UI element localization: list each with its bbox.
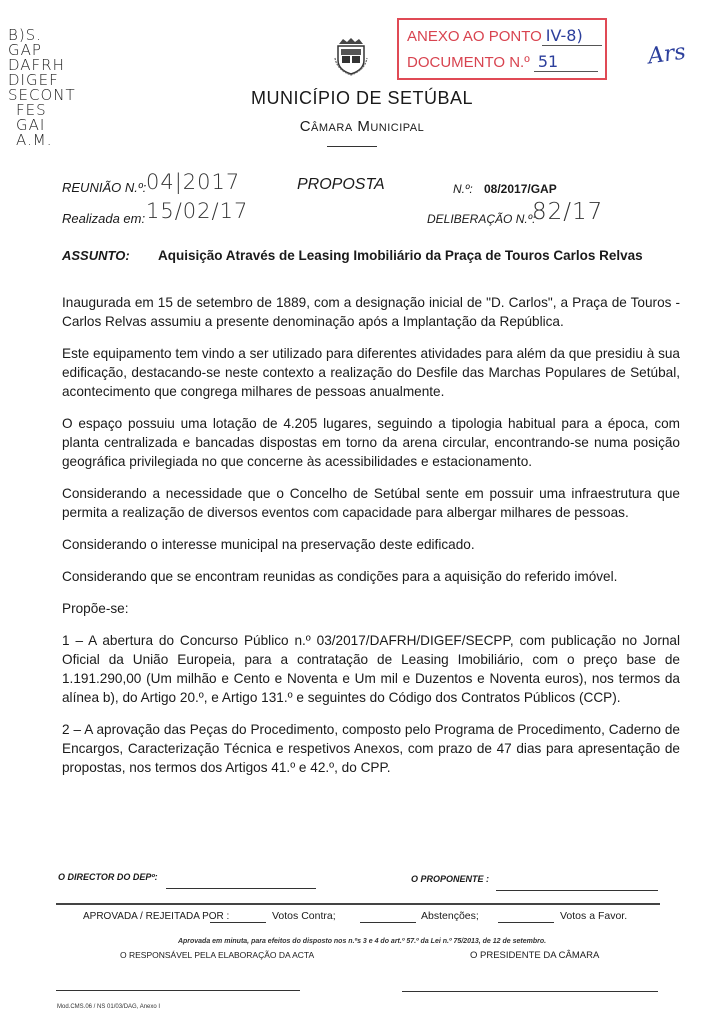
margin-note: GAP [8, 41, 42, 59]
coat-of-arms-icon [333, 36, 369, 76]
header-divider [327, 146, 377, 147]
handwritten-initials: Ars [646, 39, 688, 70]
held-on-label: Realizada em: [62, 211, 146, 226]
held-on-value: 15/02/17 [146, 199, 249, 223]
chamber-subtitle: Câmara Municipal [299, 118, 425, 135]
minute-approval-note: Aprovada em minuta, para efeitos do disposto nos n.ºs 3 e 4 do art.º 57.º da Lei n.º 75/2013, de 12 de setembro. [177, 938, 547, 945]
footer-divider [56, 903, 660, 905]
body-paragraph: Este equipamento tem vindo a ser utilizado para diferentes atividades para além da que presidiu à sua edificação, destacando-se neste contexto a realização do Desfile das Marchas Populares de Setúbal, acontecimento que congrega milhares de pessoas anualmente. [62, 346, 680, 399]
body-paragraph: Considerando a necessidade que o Concelho de Setúbal sente em possuir uma infraestrutura que permita a realização de diversos eventos com capacidade para albergar milhares de pessoas. [62, 486, 680, 520]
body-paragraph: O espaço possuiu uma lotação de 4.205 lugares, seguindo a tipologia habitual para a época, com planta centralizada e bancadas dispostas em torno da arena circular, encontrando-se numa posição geográfica privilegiada no que concerne às acessibilidades e estacionamento. [62, 416, 680, 469]
abstentions-field[interactable] [360, 922, 416, 923]
body-paragraph: Propõe-se: [62, 601, 129, 616]
margin-note: DIGEF [8, 71, 59, 89]
body-paragraph: Considerando o interesse municipal na preservação deste edificado. [62, 537, 475, 552]
director-signature-line[interactable] [166, 888, 316, 889]
president-signature-line[interactable] [402, 991, 658, 992]
responsible-signature-line[interactable] [56, 990, 300, 991]
municipality-title: MUNICÍPIO DE SETÚBAL [250, 88, 474, 108]
deliberation-number-value: 82/17 [532, 199, 604, 225]
model-reference: Mod.CMS.06 / NS 01/03/DAG, Anexo I [57, 1004, 161, 1010]
margin-note: GAI [16, 116, 46, 134]
proponent-signature-line[interactable] [496, 890, 658, 891]
meeting-number-label: REUNIÃO N.º: [62, 180, 147, 195]
director-label: O DIRECTOR DO DEPº: [58, 872, 158, 882]
votes-contra-label: Votos Contra; [272, 910, 336, 922]
proponent-label: O PROPONENTE : [411, 874, 490, 884]
body-paragraph: Considerando que se encontram reunidas as condições para a aquisição do referido imóvel. [62, 569, 618, 584]
stamp-label-annex: ANEXO AO PONTO [407, 28, 542, 45]
votes-favor-label: Votos a Favor. [560, 910, 628, 922]
stamp-label-document: DOCUMENTO N.º [407, 54, 530, 71]
proposal-number-value: 08/2017/GAP [484, 182, 557, 196]
abstentions-label: Abstenções; [421, 910, 479, 922]
meeting-number-value: 04|2017 [146, 170, 241, 194]
stamp-value-point: IV-8) [542, 26, 602, 46]
margin-note: A.M. [16, 131, 53, 149]
subject-value: Aquisição Através de Leasing Imobiliário da Praça de Touros Carlos Relvas [158, 248, 643, 263]
margin-note: B)S. [8, 26, 42, 44]
annex-stamp [397, 18, 607, 80]
body-paragraph: Inaugurada em 15 de setembro de 1889, com a designação inicial de "D. Carlos", a Praça de Touros - Carlos Relvas assumiu a presente denominação após a Implantação da República. [62, 295, 680, 329]
approval-label: APROVADA / REJEITADA POR : [83, 911, 230, 922]
margin-note: SECONT [8, 86, 76, 104]
proposal-number-label: N.º: [453, 182, 473, 196]
margin-note: DAFRH [8, 56, 65, 74]
margin-note: FES [16, 101, 47, 119]
minutes-responsible-label: O RESPONSÁVEL PELA ELABORAÇÃO DA ACTA [120, 950, 315, 960]
stamp-value-document: 51 [534, 52, 598, 72]
votes-favor-field[interactable] [498, 922, 554, 923]
deliberation-number-label: DELIBERAÇÃO N.º: [427, 212, 536, 226]
document-type: PROPOSTA [297, 176, 385, 193]
body-paragraph: 2 – A aprovação das Peças do Procedimento, composto pelo Programa de Procedimento, Caderno de Encargos, Caracterização Técnica e respetivos Anexos, com prazo de 47 dias para apresentação de propostas, nos termos dos Artigos 41.º e 42.º, do CPP. [62, 722, 680, 775]
votes-contra-field[interactable] [210, 922, 266, 923]
subject-label: ASSUNTO: [62, 248, 130, 263]
proposal-body [62, 293, 680, 790]
body-paragraph: 1 – A abertura do Concurso Público n.º 03/2017/DAFRH/DIGEF/SECPP, com publicação no Jornal Oficial da União Europeia, para a contratação de Leasing Imobiliário, com o preço base de 1.191.290,00 (Um milhão e Cento e Noventa e Um mil e Duzentos e Noventa euros), nos termos da alínea b), do Artigo 20.º, e Artigo 131.º e seguintes do Código dos Contratos Públicos (CCP). [62, 633, 680, 705]
chamber-president-label: O PRESIDENTE DA CÂMARA [470, 950, 600, 961]
